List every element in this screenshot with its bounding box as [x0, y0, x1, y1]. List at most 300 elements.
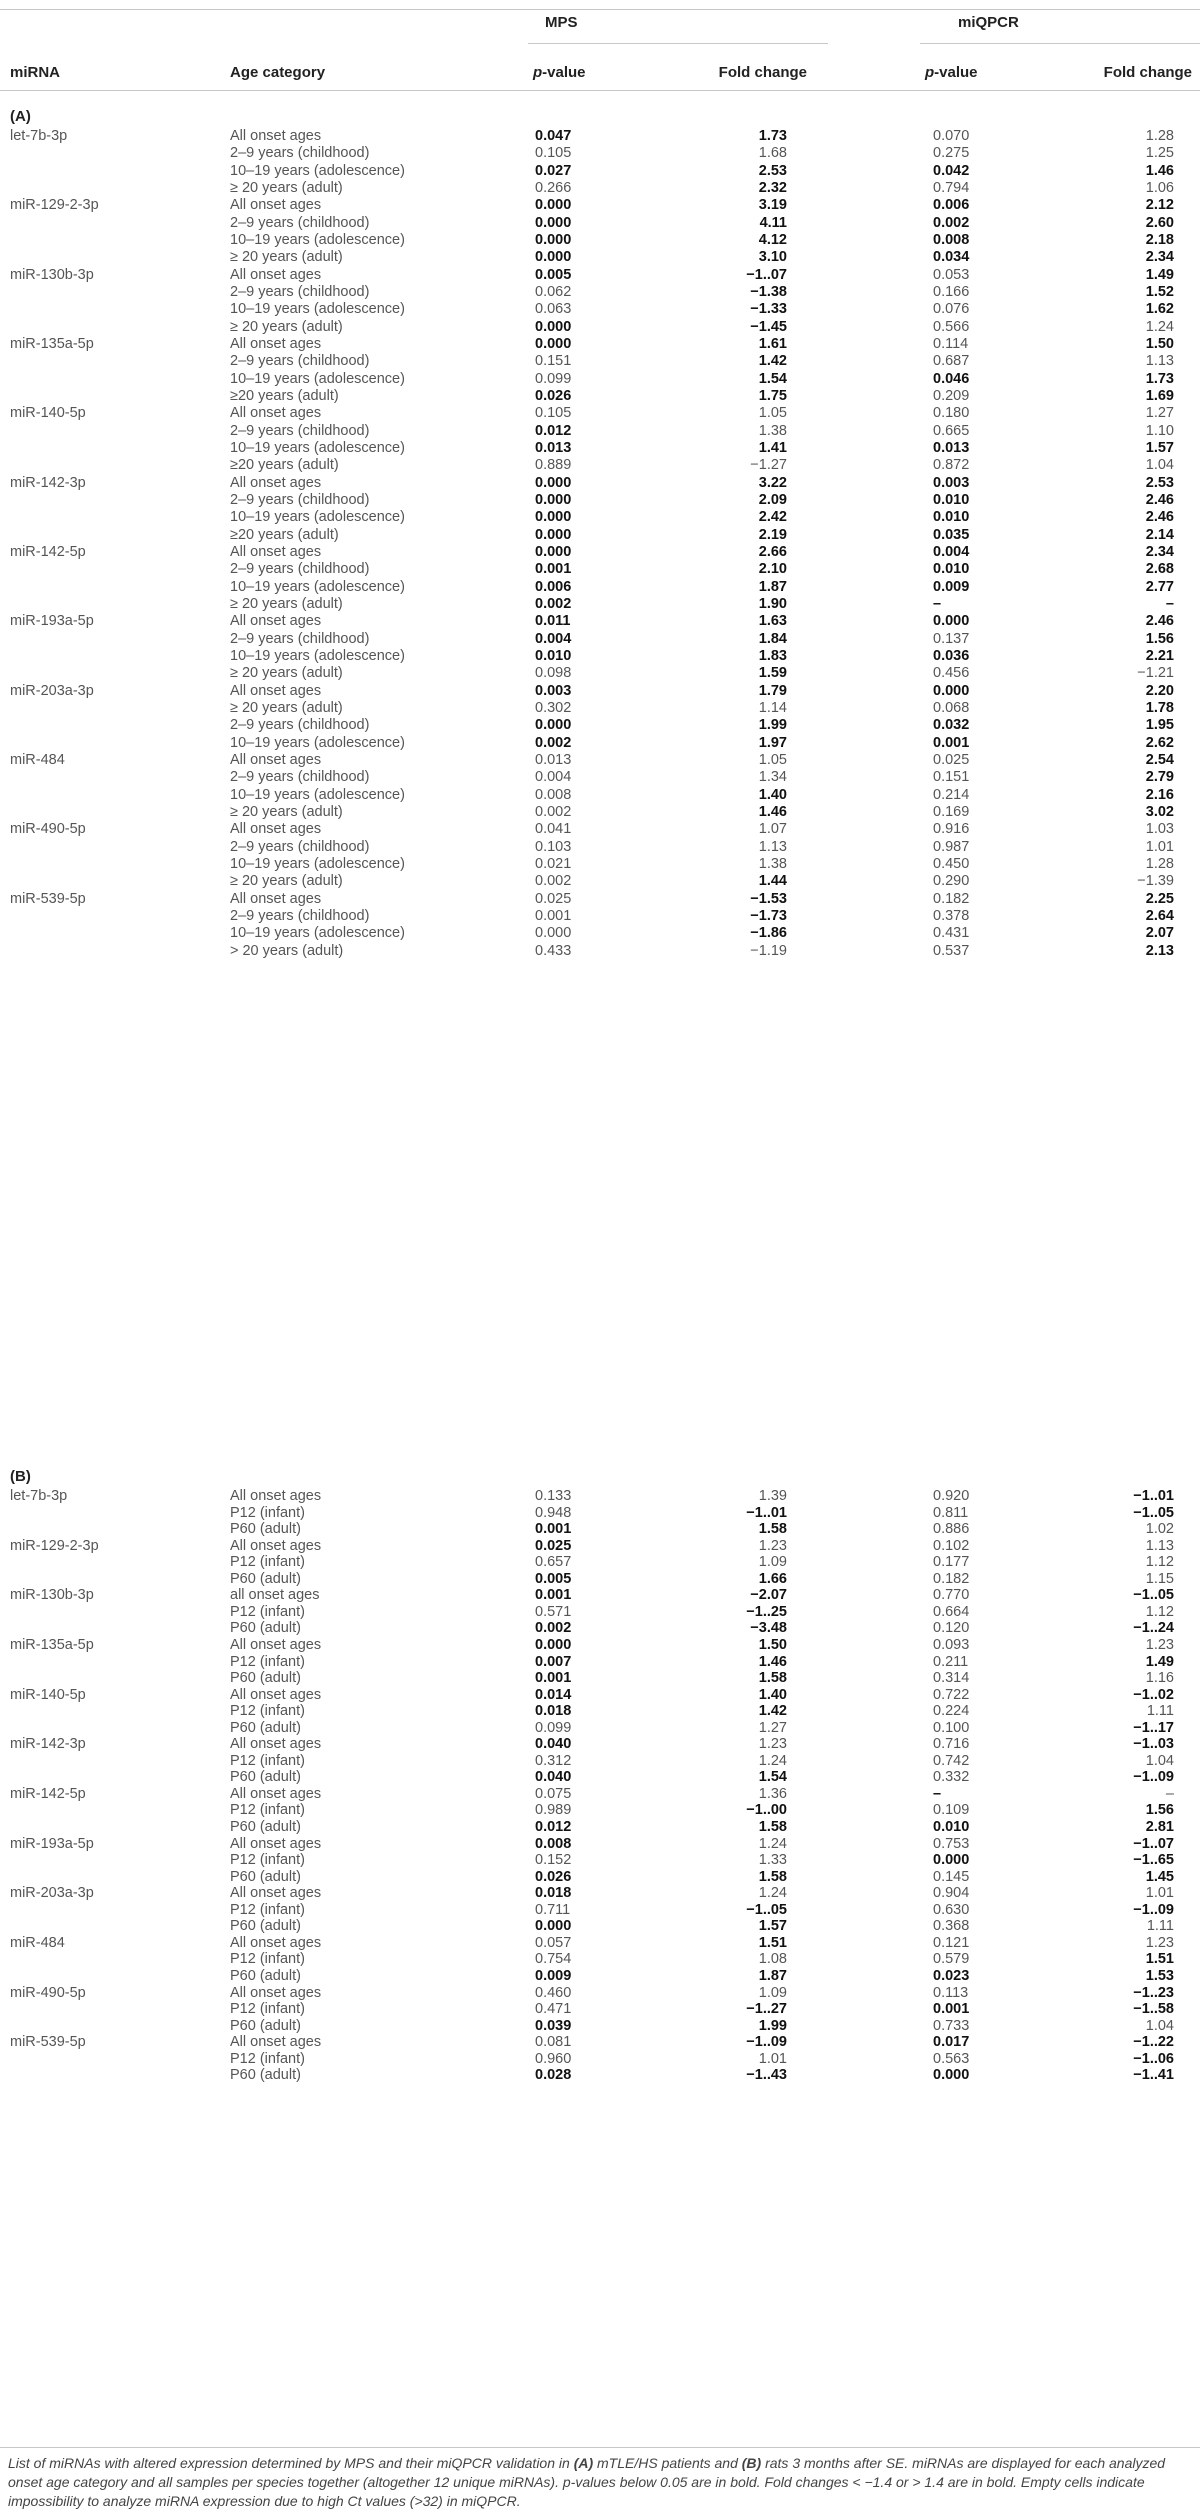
mps-p-value: 0.000 — [535, 474, 572, 491]
miqpcr-p-value: 0.102 — [933, 1537, 970, 1554]
mps-p-value: 0.027 — [535, 162, 572, 179]
miqpcr-p-value: 0.068 — [933, 699, 970, 716]
mirna-name: miR-490-5p — [10, 821, 86, 838]
miqpcr-fold-change: 2.07 — [1145, 925, 1174, 942]
age-category: P60 (adult) — [230, 1719, 301, 1736]
age-category: 10–19 years (adolescence) — [230, 301, 405, 318]
group-underline-miqpcr — [920, 43, 1200, 44]
mps-p-value: 0.571 — [535, 1603, 572, 1620]
miqpcr-fold-change: −1.39 — [1137, 873, 1174, 890]
col-header-mps-pvalue: p-value — [533, 64, 586, 81]
mps-p-value: 0.133 — [535, 1488, 572, 1504]
mps-fold-change: 2.09 — [758, 491, 787, 508]
miqpcr-fold-change: 2.25 — [1145, 890, 1174, 907]
miqpcr-p-value: 0.537 — [933, 942, 970, 959]
mps-fold-change: 4.11 — [759, 214, 787, 231]
mirna-name: let-7b-3p — [10, 128, 68, 144]
miqpcr-p-value: 0.579 — [933, 1951, 970, 1968]
age-category: P12 (infant) — [230, 2050, 305, 2067]
mps-fold-change: 1.57 — [758, 1918, 787, 1935]
mirna-name: miR-140-5p — [10, 405, 86, 422]
mps-fold-change: 1.83 — [758, 647, 787, 664]
mps-fold-change: 1.58 — [758, 1521, 787, 1538]
mps-fold-change: 1.24 — [758, 1835, 787, 1852]
mps-fold-change: 1.51 — [758, 1934, 787, 1951]
age-category: ≥20 years (adult) — [230, 526, 339, 543]
miqpcr-fold-change: 1.56 — [1145, 630, 1174, 647]
header-rule — [0, 90, 1200, 91]
mps-p-value: 0.098 — [535, 665, 572, 682]
age-category: All onset ages — [230, 128, 322, 144]
mps-fold-change: 1.50 — [758, 1636, 787, 1653]
age-category: All onset ages — [230, 890, 322, 907]
mps-fold-change: −1..01 — [746, 1504, 787, 1521]
miqpcr-p-value: 0.314 — [933, 1670, 970, 1687]
miqpcr-p-value: 0.169 — [933, 803, 970, 820]
miqpcr-fold-change: 1.51 — [1145, 1951, 1174, 1968]
mps-p-value: 0.000 — [535, 543, 572, 560]
mps-p-value: 0.004 — [535, 630, 572, 647]
mps-fold-change: −1.73 — [750, 907, 787, 924]
miqpcr-fold-change: 2.12 — [1145, 197, 1174, 214]
miqpcr-p-value: 0.046 — [933, 370, 970, 387]
age-category: P12 (infant) — [230, 1603, 305, 1620]
mps-fold-change: 1.44 — [758, 873, 787, 890]
miqpcr-fold-change: 1.23 — [1145, 1934, 1174, 1951]
mps-fold-change: 3.10 — [758, 249, 787, 266]
miqpcr-fold-change: 1.49 — [1145, 266, 1174, 283]
group-header-mps: MPS — [545, 14, 578, 31]
miqpcr-p-value: 0.121 — [933, 1934, 970, 1951]
age-category: All onset ages — [230, 1885, 322, 1902]
mps-p-value: 0.000 — [535, 526, 572, 543]
miqpcr-fold-change: 1.04 — [1145, 2017, 1174, 2034]
mps-p-value: 0.001 — [535, 907, 572, 924]
age-category: P60 (adult) — [230, 1570, 301, 1587]
age-category: P12 (infant) — [230, 1752, 305, 1769]
miqpcr-fold-change: 1.04 — [1145, 457, 1174, 474]
mps-fold-change: 1.99 — [758, 717, 787, 734]
age-category: 10–19 years (adolescence) — [230, 734, 405, 751]
miqpcr-fold-change: 1.16 — [1145, 1670, 1174, 1687]
miqpcr-fold-change: 2.54 — [1145, 751, 1174, 768]
age-category: 10–19 years (adolescence) — [230, 855, 405, 872]
miqpcr-fold-change: 1.73 — [1145, 370, 1174, 387]
mps-p-value: 0.000 — [535, 197, 572, 214]
age-category: P12 (infant) — [230, 1951, 305, 1968]
age-category: All onset ages — [230, 1537, 322, 1554]
age-category: All onset ages — [230, 1934, 322, 1951]
age-category: All onset ages — [230, 266, 322, 283]
miqpcr-p-value: 0.431 — [933, 925, 970, 942]
mps-p-value: 0.005 — [535, 1570, 572, 1587]
mps-fold-change: 1.58 — [758, 1819, 787, 1835]
miqpcr-p-value: 0.003 — [933, 474, 970, 491]
miqpcr-p-value: 0.010 — [933, 561, 970, 578]
miqpcr-p-value: 0.001 — [933, 2001, 970, 2018]
mps-fold-change: −1.86 — [750, 925, 787, 942]
mps-fold-change: 1.84 — [758, 630, 787, 647]
age-category: 2–9 years (childhood) — [230, 907, 370, 924]
age-category: P60 (adult) — [230, 1868, 301, 1885]
age-category: P60 (adult) — [230, 1967, 301, 1984]
miqpcr-fold-change: 1.28 — [1145, 128, 1174, 144]
age-category: P12 (infant) — [230, 1554, 305, 1571]
age-category: 10–19 years (adolescence) — [230, 647, 405, 664]
miqpcr-p-value: 0.209 — [933, 387, 970, 404]
mps-p-value: 0.657 — [535, 1554, 572, 1571]
miqpcr-fold-change: −1..02 — [1133, 1686, 1174, 1703]
mps-p-value: 0.062 — [535, 283, 572, 300]
miqpcr-fold-change: 2.46 — [1145, 491, 1174, 508]
mps-p-value: 0.018 — [535, 1885, 572, 1902]
age-category: All onset ages — [230, 197, 322, 214]
miqpcr-p-value: 0.794 — [933, 179, 970, 196]
miqpcr-fold-change: 2.81 — [1145, 1819, 1174, 1835]
mps-p-value: 0.039 — [535, 2017, 572, 2034]
mps-p-value: 0.012 — [535, 1819, 572, 1835]
mps-p-value: 0.025 — [535, 1537, 572, 1554]
miqpcr-fold-change: 2.62 — [1145, 734, 1174, 751]
miqpcr-fold-change: 1.57 — [1145, 439, 1174, 456]
age-category: All onset ages — [230, 474, 322, 491]
mirna-name: miR-539-5p — [10, 2034, 86, 2051]
miqpcr-p-value: 0.753 — [933, 1835, 970, 1852]
miqpcr-fold-change: 2.20 — [1145, 682, 1174, 699]
mps-p-value: 0.075 — [535, 1785, 572, 1802]
mirna-name: miR-484 — [10, 751, 65, 768]
mps-p-value: 0.000 — [535, 214, 572, 231]
top-rule — [0, 9, 1200, 10]
mps-fold-change: 1.40 — [758, 1686, 787, 1703]
mps-p-value: 0.001 — [535, 1521, 572, 1538]
mps-fold-change: −1..05 — [746, 1901, 787, 1918]
miqpcr-p-value: 0.009 — [933, 578, 970, 595]
mps-fold-change: 1.13 — [758, 838, 787, 855]
age-category: All onset ages — [230, 1736, 322, 1753]
mirna-name: miR-193a-5p — [10, 1835, 94, 1852]
miqpcr-p-value: 0.665 — [933, 422, 970, 439]
mps-fold-change: 1.41 — [758, 439, 787, 456]
mirna-name: miR-142-5p — [10, 1785, 86, 1802]
miqpcr-fold-change: −1..65 — [1133, 1852, 1174, 1869]
miqpcr-p-value: 0.987 — [933, 838, 970, 855]
miqpcr-fold-change: 1.12 — [1145, 1603, 1174, 1620]
mps-p-value: 0.041 — [535, 821, 572, 838]
mps-p-value: 0.002 — [535, 803, 572, 820]
miqpcr-p-value: 0.920 — [933, 1488, 970, 1504]
mps-p-value: 0.013 — [535, 751, 572, 768]
mps-fold-change: −2.07 — [750, 1587, 787, 1604]
mps-p-value: 0.040 — [535, 1769, 572, 1786]
mirna-name: miR-140-5p — [10, 1686, 86, 1703]
miqpcr-fold-change: 2.60 — [1145, 214, 1174, 231]
age-category: All onset ages — [230, 1835, 322, 1852]
mps-fold-change: 1.09 — [758, 1554, 787, 1571]
mps-fold-change: 1.90 — [758, 595, 787, 612]
age-category: 2–9 years (childhood) — [230, 630, 370, 647]
mps-fold-change: 1.08 — [758, 1951, 787, 1968]
age-category: All onset ages — [230, 1488, 322, 1504]
age-category: All onset ages — [230, 821, 322, 838]
age-category: P12 (infant) — [230, 1852, 305, 1869]
mps-p-value: 0.004 — [535, 769, 572, 786]
mps-fold-change: 1.05 — [758, 751, 787, 768]
miqpcr-p-value: 0.006 — [933, 197, 970, 214]
miqpcr-fold-change: −1..41 — [1133, 2067, 1174, 2084]
mps-fold-change: 1.87 — [758, 578, 787, 595]
miqpcr-p-value: 0.886 — [933, 1521, 970, 1538]
miqpcr-fold-change: −1..09 — [1133, 1769, 1174, 1786]
miqpcr-p-value: 0.114 — [933, 335, 969, 352]
mirna-name: miR-142-3p — [10, 1736, 86, 1753]
mps-fold-change: 1.73 — [758, 128, 787, 144]
mps-p-value: 0.040 — [535, 1736, 572, 1753]
miqpcr-p-value: 0.023 — [933, 1967, 970, 1984]
age-category: P12 (infant) — [230, 2001, 305, 2018]
mirna-name: miR-203a-3p — [10, 1885, 94, 1902]
miqpcr-p-value: 0.010 — [933, 491, 970, 508]
mps-fold-change: 1.05 — [758, 405, 787, 422]
mps-fold-change: −1.38 — [750, 283, 787, 300]
miqpcr-fold-change: 2.18 — [1145, 231, 1174, 248]
miqpcr-p-value: 0.211 — [933, 1653, 969, 1670]
mps-fold-change: 1.97 — [758, 734, 787, 751]
miqpcr-p-value: 0.013 — [933, 439, 970, 456]
age-category: P60 (adult) — [230, 1620, 301, 1637]
age-category: 2–9 years (childhood) — [230, 838, 370, 855]
age-category: ≥ 20 years (adult) — [230, 318, 343, 335]
age-category: P60 (adult) — [230, 1670, 301, 1687]
mps-fold-change: −1..27 — [746, 2001, 787, 2018]
section-a-label: (A) — [10, 107, 31, 125]
age-category: 10–19 years (adolescence) — [230, 509, 405, 526]
miqpcr-fold-change: 1.62 — [1145, 301, 1174, 318]
miqpcr-fold-change: 1.12 — [1145, 1554, 1174, 1571]
mps-fold-change: 1.46 — [758, 1653, 787, 1670]
age-category: P60 (adult) — [230, 1918, 301, 1935]
miqpcr-p-value: 0.100 — [933, 1719, 970, 1736]
miqpcr-p-value: 0.002 — [933, 214, 970, 231]
miqpcr-p-value: 0.275 — [933, 145, 970, 162]
mps-p-value: 0.005 — [535, 266, 572, 283]
miqpcr-fold-change: 2.13 — [1145, 942, 1174, 959]
miqpcr-fold-change: −1..06 — [1133, 2050, 1174, 2067]
miqpcr-p-value: 0.450 — [933, 855, 970, 872]
mps-fold-change: 4.12 — [758, 231, 787, 248]
mps-fold-change: 1.27 — [758, 1719, 787, 1736]
miqpcr-p-value: 0.035 — [933, 526, 970, 543]
age-category: All onset ages — [230, 1785, 322, 1802]
miqpcr-fold-change: 1.53 — [1145, 1967, 1174, 1984]
mps-p-value: 0.002 — [535, 595, 572, 612]
age-category: ≥20 years (adult) — [230, 457, 339, 474]
mps-fold-change: 1.33 — [758, 1852, 787, 1869]
section-b-label: (B) — [10, 1468, 31, 1486]
mps-p-value: 0.000 — [535, 491, 572, 508]
miqpcr-fold-change: 2.79 — [1145, 769, 1174, 786]
miqpcr-p-value: 0.004 — [933, 543, 970, 560]
age-category: All onset ages — [230, 1984, 322, 2001]
mps-p-value: 0.026 — [535, 1868, 572, 1885]
mps-p-value: 0.002 — [535, 734, 572, 751]
miqpcr-p-value: 0.008 — [933, 231, 970, 248]
miqpcr-fold-change: 1.13 — [1145, 353, 1174, 370]
miqpcr-fold-change: – — [1165, 1785, 1174, 1802]
mps-fold-change: 2.66 — [758, 543, 787, 560]
miqpcr-p-value: 0.916 — [933, 821, 970, 838]
mps-fold-change: 1.01 — [758, 2050, 787, 2067]
age-category: ≥20 years (adult) — [230, 387, 339, 404]
miqpcr-fold-change: −1..58 — [1133, 2001, 1174, 2018]
mirna-name: miR-130b-3p — [10, 266, 94, 283]
miqpcr-fold-change: 2.34 — [1145, 543, 1174, 560]
miqpcr-p-value: 0.182 — [933, 890, 970, 907]
age-category: All onset ages — [230, 682, 322, 699]
mps-p-value: 0.081 — [535, 2034, 572, 2051]
miqpcr-p-value: 0.053 — [933, 266, 970, 283]
miqpcr-p-value: 0.456 — [933, 665, 970, 682]
mps-p-value: 0.000 — [535, 717, 572, 734]
mirna-name: miR-130b-3p — [10, 1587, 94, 1604]
col-header-miqpcr-pvalue: p-value — [925, 64, 978, 81]
miqpcr-p-value: 0.290 — [933, 873, 970, 890]
mps-p-value: 0.152 — [535, 1852, 572, 1869]
miqpcr-p-value: 0.378 — [933, 907, 970, 924]
age-category: All onset ages — [230, 543, 322, 560]
miqpcr-fold-change: 1.06 — [1145, 179, 1174, 196]
mps-fold-change: 1.68 — [758, 145, 787, 162]
mps-p-value: 0.006 — [535, 578, 572, 595]
miqpcr-fold-change: −1.21 — [1137, 665, 1174, 682]
age-category: All onset ages — [230, 1636, 322, 1653]
mps-fold-change: −1..07 — [746, 266, 787, 283]
miqpcr-fold-change: 2.64 — [1145, 907, 1174, 924]
miqpcr-p-value: 0.566 — [933, 318, 970, 335]
miqpcr-fold-change: 1.50 — [1145, 335, 1174, 352]
age-category: 2–9 years (childhood) — [230, 353, 370, 370]
mps-p-value: 0.948 — [535, 1504, 572, 1521]
miqpcr-p-value: 0.687 — [933, 353, 970, 370]
miqpcr-p-value: 0.332 — [933, 1769, 970, 1786]
age-category: 10–19 years (adolescence) — [230, 231, 405, 248]
mps-fold-change: 1.07 — [758, 821, 787, 838]
mps-fold-change: 1.58 — [758, 1670, 787, 1687]
miqpcr-fold-change: 1.24 — [1145, 318, 1174, 335]
age-category: 10–19 years (adolescence) — [230, 786, 405, 803]
mps-fold-change: −1..43 — [746, 2067, 787, 2084]
miqpcr-fold-change: 2.21 — [1145, 647, 1174, 664]
miqpcr-p-value: 0.224 — [933, 1703, 970, 1720]
mps-p-value: 0.151 — [535, 353, 572, 370]
group-header-miqpcr: miQPCR — [958, 14, 1019, 31]
miqpcr-p-value: 0.166 — [933, 283, 970, 300]
age-category: ≥ 20 years (adult) — [230, 179, 343, 196]
mirna-name: miR-129-2-3p — [10, 1537, 99, 1554]
mps-fold-change: −1.53 — [750, 890, 787, 907]
miqpcr-fold-change: 1.23 — [1145, 1636, 1174, 1653]
mps-fold-change: 1.54 — [758, 370, 787, 387]
mps-p-value: 0.000 — [535, 509, 572, 526]
miqpcr-p-value: 0.811 — [933, 1504, 969, 1521]
mps-fold-change: 2.42 — [758, 509, 787, 526]
miqpcr-fold-change: 2.14 — [1145, 526, 1174, 543]
miqpcr-p-value: 0.034 — [933, 249, 970, 266]
age-category: 2–9 years (childhood) — [230, 769, 370, 786]
mps-p-value: 0.433 — [535, 942, 572, 959]
miqpcr-p-value: 0.664 — [933, 1603, 970, 1620]
mps-p-value: 0.007 — [535, 1653, 572, 1670]
col-header-miqpcr-fold: Fold change — [1103, 64, 1192, 81]
mps-p-value: 0.014 — [535, 1686, 572, 1703]
age-category: 2–9 years (childhood) — [230, 214, 370, 231]
miqpcr-fold-change: 1.25 — [1145, 145, 1174, 162]
mps-p-value: 0.008 — [535, 1835, 572, 1852]
mps-p-value: 0.105 — [535, 145, 572, 162]
miqpcr-fold-change: −1..05 — [1133, 1587, 1174, 1604]
mps-fold-change: 1.42 — [758, 353, 787, 370]
miqpcr-p-value: 0.076 — [933, 301, 970, 318]
mirna-name: miR-490-5p — [10, 1984, 86, 2001]
mps-p-value: 0.000 — [535, 925, 572, 942]
mps-p-value: 0.103 — [535, 838, 572, 855]
mps-p-value: 0.009 — [535, 1967, 572, 1984]
mps-p-value: 0.001 — [535, 1587, 572, 1604]
mps-fold-change: −1.33 — [750, 301, 787, 318]
mps-fold-change: 2.10 — [758, 561, 787, 578]
mps-p-value: 0.001 — [535, 561, 572, 578]
age-category: P12 (infant) — [230, 1901, 305, 1918]
mps-p-value: 0.001 — [535, 1670, 572, 1687]
mps-fold-change: −1.19 — [750, 942, 787, 959]
col-header-mirna: miRNA — [10, 64, 61, 81]
miqpcr-fold-change: 2.77 — [1145, 578, 1174, 595]
mirna-name: miR-135a-5p — [10, 335, 94, 352]
mps-p-value: 0.460 — [535, 1984, 572, 2001]
age-category: ≥ 20 years (adult) — [230, 249, 343, 266]
miqpcr-p-value: 0.630 — [933, 1901, 970, 1918]
miqpcr-p-value: 0.042 — [933, 162, 970, 179]
miqpcr-p-value: 0.032 — [933, 717, 970, 734]
mps-fold-change: 1.42 — [758, 1703, 787, 1720]
miqpcr-fold-change: 2.46 — [1145, 613, 1174, 630]
mps-p-value: 0.302 — [535, 699, 572, 716]
mps-fold-change: 1.24 — [758, 1885, 787, 1902]
miqpcr-p-value: 0.109 — [933, 1802, 970, 1819]
mps-fold-change: 1.66 — [758, 1570, 787, 1587]
col-header-age: Age category — [230, 64, 326, 81]
group-underline-mps — [528, 43, 828, 44]
mirna-name: miR-142-3p — [10, 474, 86, 491]
miqpcr-fold-change: – — [1165, 595, 1174, 612]
age-category: All onset ages — [230, 1686, 322, 1703]
miqpcr-fold-change: −1..23 — [1133, 1984, 1174, 2001]
age-category: 10–19 years (adolescence) — [230, 370, 405, 387]
miqpcr-p-value: 0.113 — [933, 1984, 969, 2001]
age-category: 10–19 years (adolescence) — [230, 439, 405, 456]
miqpcr-fold-change: 2.34 — [1145, 249, 1174, 266]
bottom-rule — [0, 2447, 1200, 2448]
mps-fold-change: 1.23 — [758, 1537, 787, 1554]
mps-fold-change: 2.53 — [758, 162, 787, 179]
age-category: P12 (infant) — [230, 1703, 305, 1720]
miqpcr-p-value: 0.000 — [933, 1852, 970, 1869]
mps-p-value: 0.011 — [535, 613, 571, 630]
age-category: P60 (adult) — [230, 1819, 301, 1835]
mps-fold-change: 1.23 — [758, 1736, 787, 1753]
mps-fold-change: 1.61 — [758, 335, 787, 352]
mps-fold-change: −1..00 — [746, 1802, 787, 1819]
